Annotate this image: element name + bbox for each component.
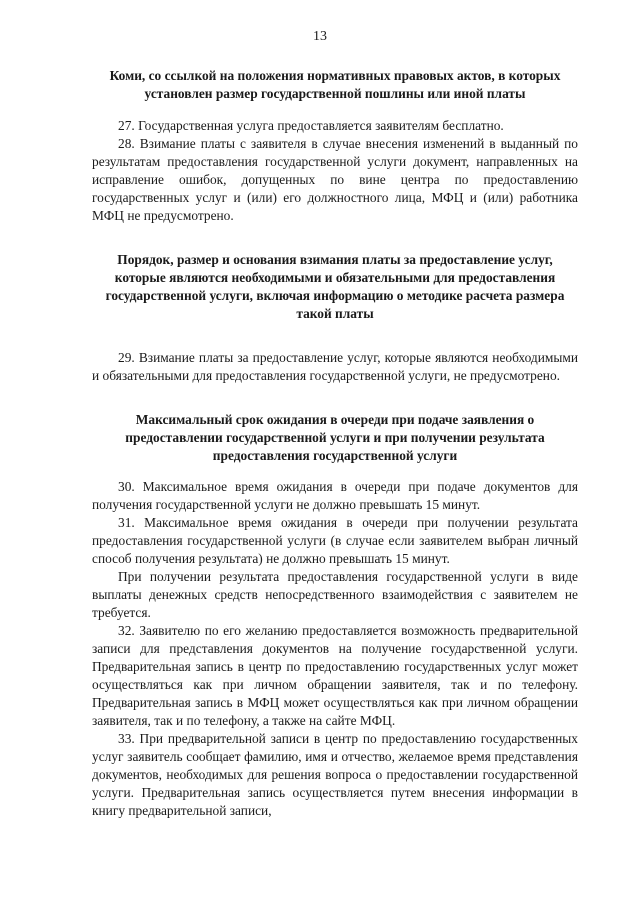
paragraph-29: 29. Взимание платы за предоставление услуг, которые являются необходимыми и обязательными для предоставления государственной услуги, не предусмотрено. — [92, 350, 578, 383]
section-heading-fee-procedure: Порядок, размер и основания взимания платы за предоставление услуг, которые являются необходимыми и обязательными для предоставления государственной услуги, включая информацию о методике расчета размера такой платы — [105, 252, 565, 321]
paragraph-27: 27. Государственная услуга предоставляется заявителям бесплатно. — [118, 118, 504, 133]
paragraph-33: 33. При предварительной записи в центр по предоставлению государственных услуг заявитель сообщает фамилию, имя и отчество, желаемое время представления документов, необходимых для решения вопроса о предоставлении государственной услуги. Предварительная запись осуществляется путем внесения информации в книгу предварительной записи, — [92, 731, 578, 818]
paragraph-28: 28. Взимание платы с заявителя в случае внесения изменений в выданный по результатам предоставления государственной услуги документ, направленных на исправление ошибок, допущенных по вине центра по предоставлению государственных услуг и (или) его должностного лица, МФЦ и (или) работника МФЦ не предусмотрено. — [92, 136, 578, 223]
section-heading-fee-legal-basis: Коми, со ссылкой на положения нормативных правовых актов, в которых установлен размер государственной пошлины или иной платы — [109, 68, 561, 101]
document-body — [92, 67, 578, 820]
section-heading-queue-time: Максимальный срок ожидания в очереди при подаче заявления о предоставлении государственной услуги и при получении результата предоставления государственной услуги — [125, 412, 545, 463]
paragraph-30: 30. Максимальное время ожидания в очереди при подаче документов для получения государственной услуги не должно превышать 15 минут. — [92, 479, 578, 512]
paragraph-32: 32. Заявителю по его желанию предоставляется возможность предварительной записи для представления документов на получение государственной услуги. Предварительная запись в центр по предоставлению государственных услуг может осуществляться как при личном обращении заявителя, так и по телефону. Предварительная запись в МФЦ может осуществляться как при личном обращении заявителя, так и по телефону, а также на сайте МФЦ. — [92, 623, 578, 728]
paragraph-31: 31. Максимальное время ожидания в очереди при получении результата предоставления государственной услуги (в случае если заявителем выбран личный способ получения результата) не должно превышать 15 минут. — [92, 515, 578, 566]
paragraph-payment-result: При получении результата предоставления государственной услуги в виде выплаты денежных средств непосредственного взаимодействия с заявителем не требуется. — [92, 569, 578, 620]
page-number: 13 — [313, 29, 327, 44]
